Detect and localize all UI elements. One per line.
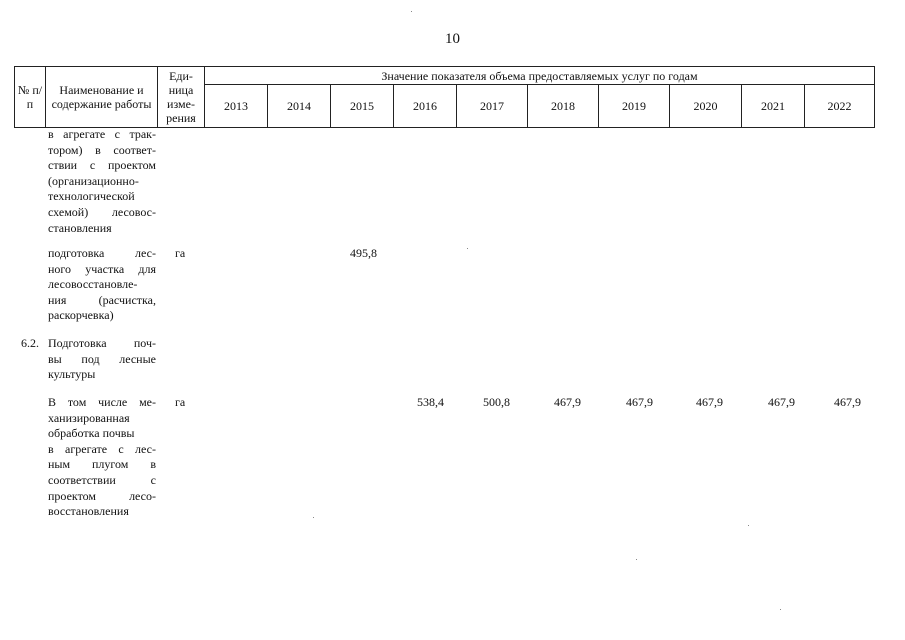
header-name-label: Наименование и содержание работы bbox=[51, 83, 152, 111]
scan-speck bbox=[636, 559, 637, 560]
scan-speck bbox=[313, 517, 314, 518]
page-number: 10 bbox=[445, 31, 460, 47]
name-line: Подготовка поч- bbox=[48, 336, 156, 350]
row-soil-prep-name bbox=[48, 336, 156, 383]
row-soil-prep-num: 6.2. bbox=[21, 336, 39, 350]
row-continuation-name bbox=[48, 127, 156, 236]
row-mech-value-2022: 467,9 bbox=[834, 395, 861, 409]
name-line: раскорчевка) bbox=[48, 308, 114, 323]
header-group bbox=[204, 66, 875, 85]
name-line: культуры bbox=[48, 367, 96, 382]
scan-speck bbox=[467, 248, 468, 249]
year-label: 2016 bbox=[413, 99, 437, 113]
header-year-2017 bbox=[456, 84, 528, 128]
year-label: 2013 bbox=[224, 99, 248, 113]
year-label: 2021 bbox=[761, 99, 785, 113]
row-site-prep-unit: га bbox=[175, 246, 186, 260]
header-name bbox=[45, 66, 158, 128]
header-year-2022 bbox=[804, 84, 875, 128]
header-year-2019 bbox=[598, 84, 670, 128]
row-mech-value-2020: 467,9 bbox=[696, 395, 723, 409]
scan-speck bbox=[780, 609, 781, 610]
row-mech-value-2021: 467,9 bbox=[768, 395, 795, 409]
header-year-2015 bbox=[330, 84, 394, 128]
name-line: схемой) лесовос- bbox=[48, 204, 156, 219]
name-line: обработка почвы bbox=[48, 426, 135, 441]
header-year-2020 bbox=[669, 84, 742, 128]
year-label: 2018 bbox=[551, 99, 575, 113]
header-num-label: № п/п bbox=[17, 83, 43, 111]
year-label: 2022 bbox=[827, 99, 852, 113]
name-line: ным плугом в bbox=[48, 457, 156, 472]
name-line: в агрегате с лес- bbox=[48, 441, 156, 456]
row-mech-value-2016: 538,4 bbox=[417, 395, 444, 409]
name-line: вы под лесные bbox=[48, 351, 156, 366]
header-group-label: Значение показателя объема предоставляемых услуг по годам bbox=[381, 68, 698, 83]
row-mech-name bbox=[48, 395, 156, 520]
name-line: ного участка для bbox=[48, 261, 156, 276]
year-label: 2017 bbox=[480, 99, 504, 113]
name-line: ханизированная bbox=[48, 410, 130, 425]
name-line: тором) в соответ- bbox=[48, 142, 156, 157]
name-line: подготовка лес- bbox=[48, 246, 156, 260]
name-line: В том числе ме- bbox=[48, 395, 156, 409]
name-line: технологической bbox=[48, 189, 135, 204]
row-mech-value-2018: 467,9 bbox=[554, 395, 581, 409]
header-year-2016 bbox=[393, 84, 457, 128]
year-label: 2020 bbox=[693, 99, 718, 113]
scan-speck bbox=[411, 11, 412, 12]
header-unit-label: Еди- ница изме- рения bbox=[166, 69, 196, 125]
header-year-2014 bbox=[267, 84, 331, 128]
header-num bbox=[14, 66, 46, 128]
header-unit bbox=[157, 66, 205, 128]
scan-speck bbox=[748, 525, 749, 526]
row-mech-value-2019: 467,9 bbox=[626, 395, 653, 409]
name-line: в агрегате с трак- bbox=[48, 127, 156, 141]
row-mech-value-2017: 500,8 bbox=[483, 395, 510, 409]
row-site-prep-value-2015: 495,8 bbox=[350, 246, 377, 260]
name-line: соответствии с bbox=[48, 472, 156, 487]
name-line: ствии с проектом bbox=[48, 158, 156, 173]
year-label: 2019 bbox=[622, 99, 646, 113]
year-label: 2015 bbox=[350, 99, 374, 113]
header-year-2018 bbox=[527, 84, 599, 128]
header-year-2013 bbox=[204, 84, 268, 128]
row-site-prep-name bbox=[48, 246, 156, 324]
name-line: ния (расчистка, bbox=[48, 292, 156, 307]
name-line: становления bbox=[48, 220, 112, 235]
name-line: восстановления bbox=[48, 504, 129, 519]
header-year-2021 bbox=[741, 84, 805, 128]
row-mech-unit: га bbox=[175, 395, 186, 409]
name-line: (организационно- bbox=[48, 173, 139, 188]
name-line: проектом лесо- bbox=[48, 488, 156, 503]
name-line: лесовосстановле- bbox=[48, 277, 138, 292]
year-label: 2014 bbox=[287, 99, 311, 113]
